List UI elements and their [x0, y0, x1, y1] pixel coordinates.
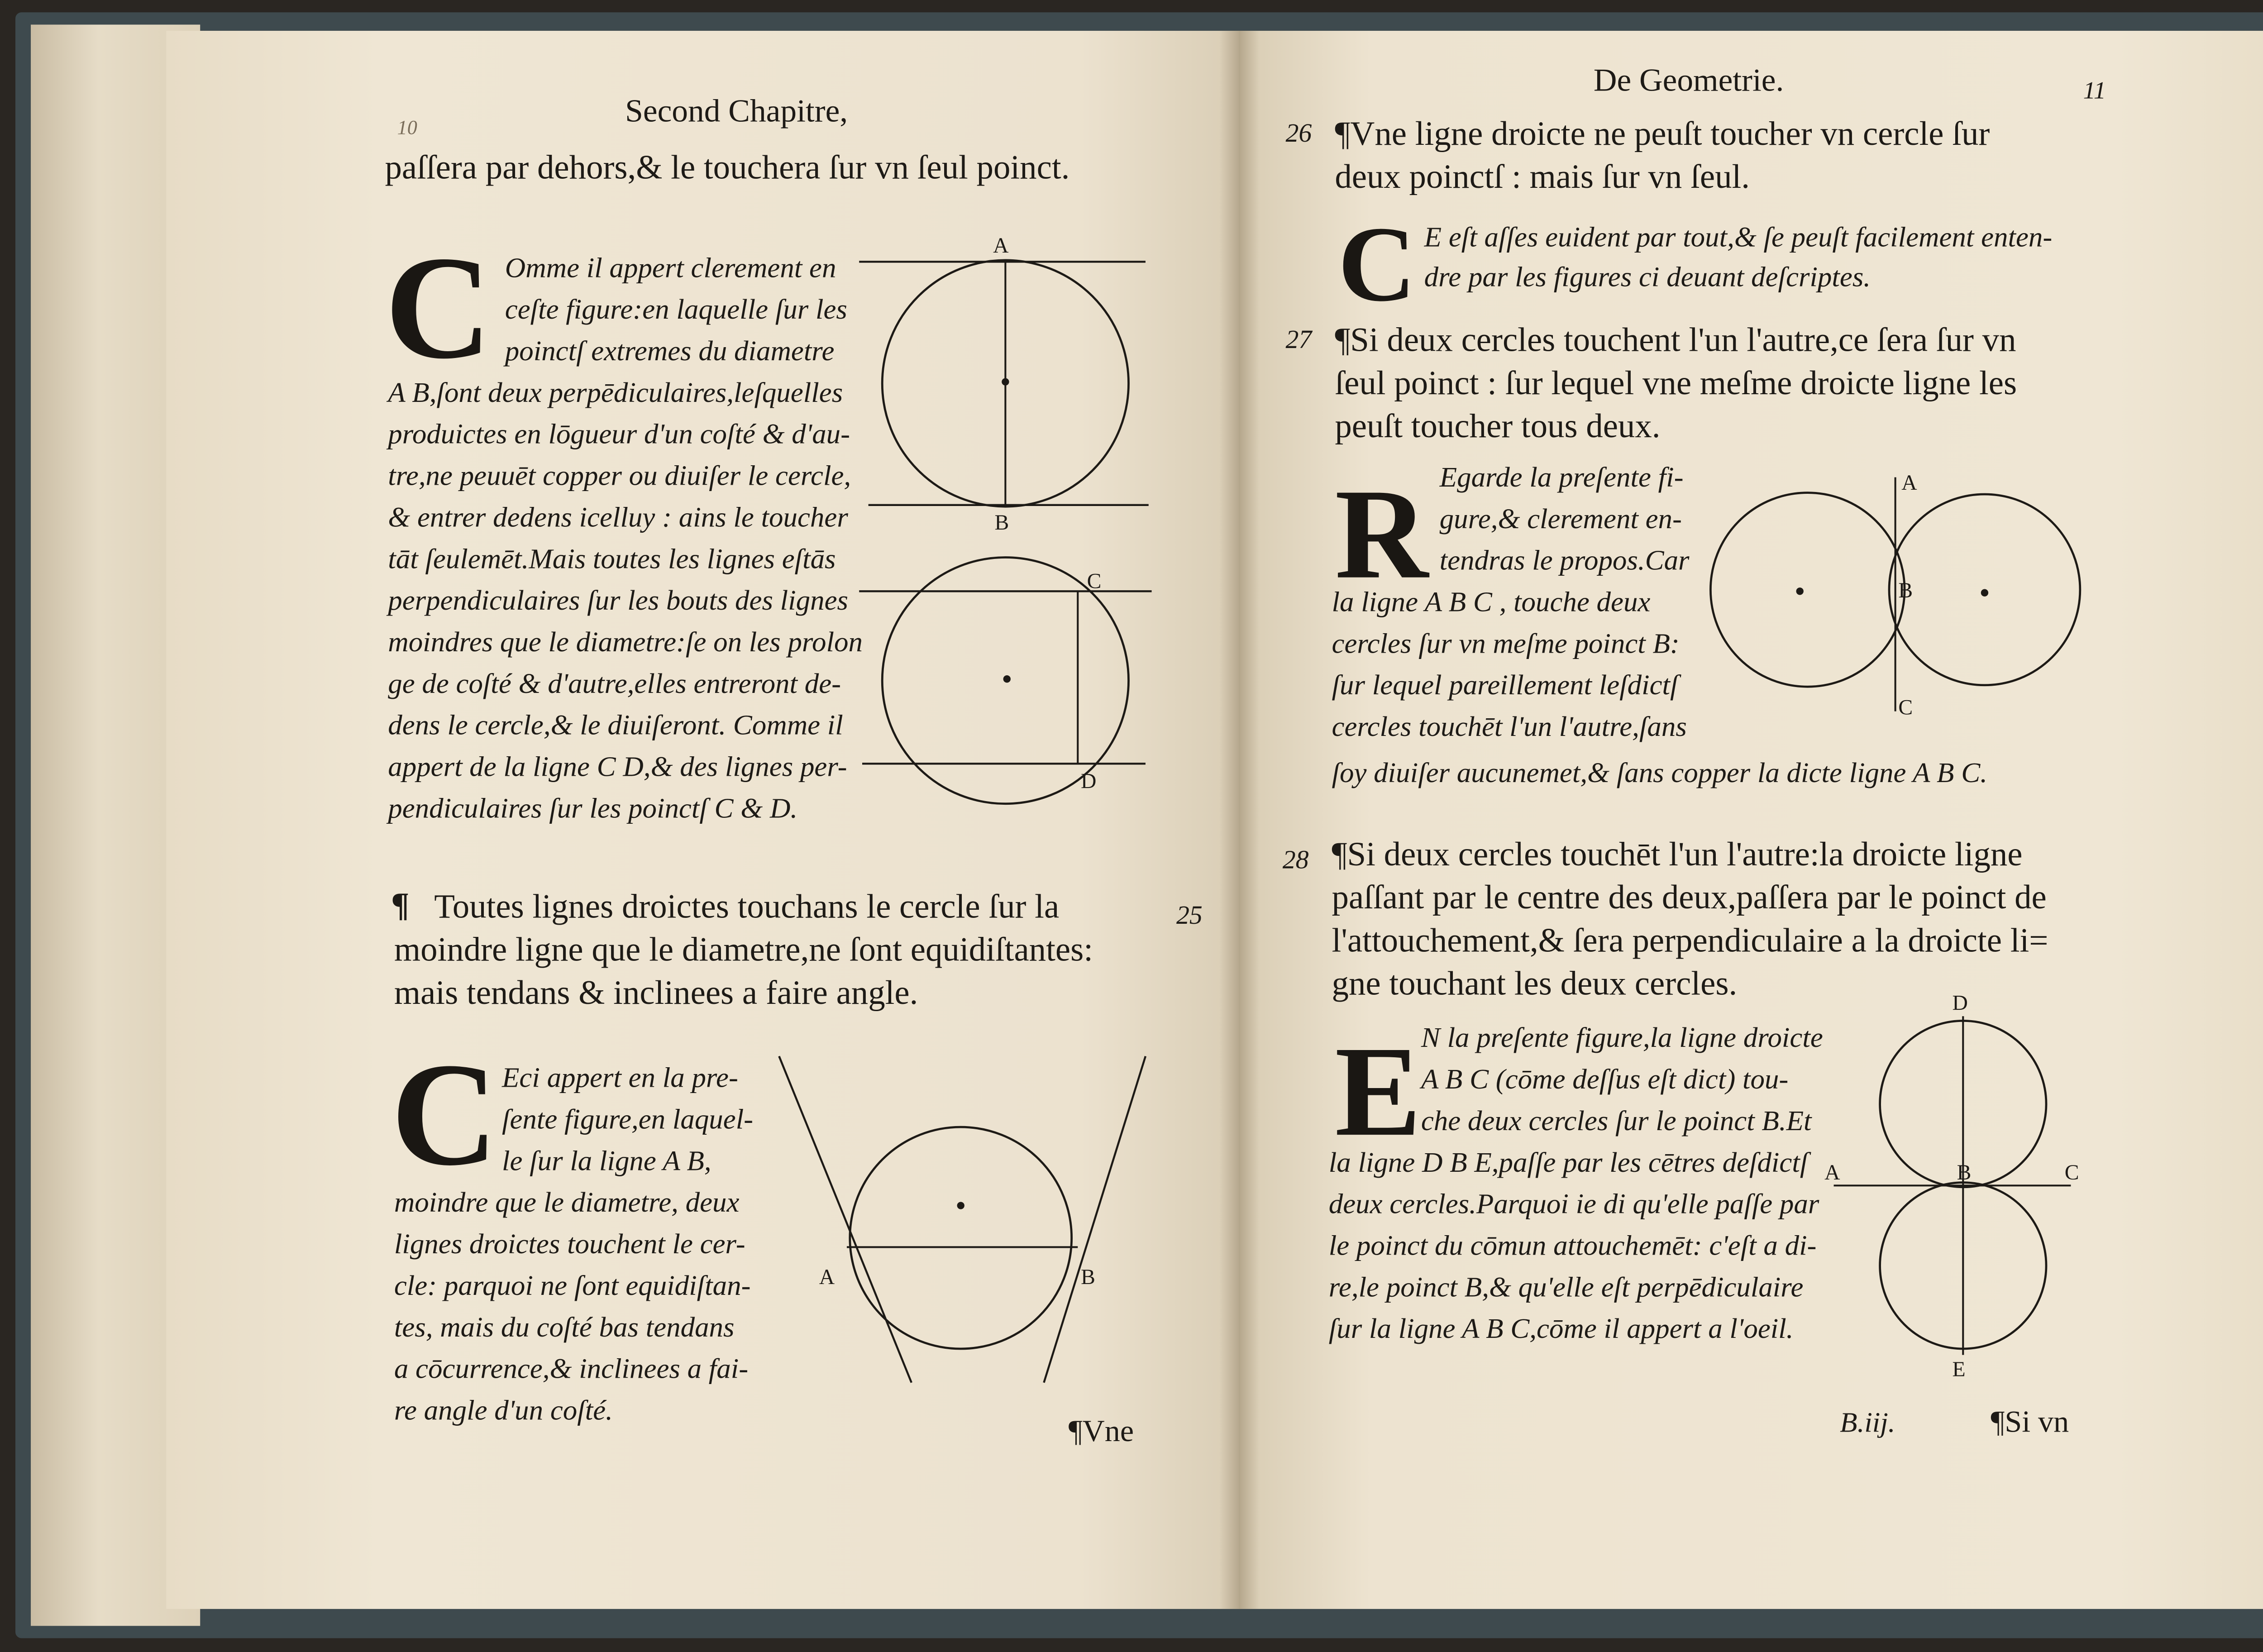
drop-capital: C: [391, 1031, 498, 1197]
drop-capital: E: [1335, 1021, 1421, 1164]
text-line: le poinct du cōmun attouchemēt: c'eſt a di-: [1328, 1232, 1817, 1263]
text-line: A B C (cōme deſſus eſt dict) tou-: [1421, 1065, 1789, 1097]
point-label-c: C: [1898, 696, 1913, 720]
proposition-line: deux poinctſ : mais ſur vn ſeul.: [1335, 157, 1750, 196]
point-label-d: D: [1081, 769, 1097, 793]
point-label-a: A: [1824, 1160, 1840, 1184]
proposition-line: l'attouchement,& ſera perpendiculaire a la droicte li=: [1332, 921, 2048, 960]
book-gutter: [1219, 31, 1259, 1609]
text-line: produictes en lōgueur d'un coſté & d'au-: [388, 420, 850, 451]
text-line: a cōcurrence,& inclinees a fai-: [394, 1355, 749, 1386]
text-line: appert de la ligne C D,& des lignes per-: [388, 753, 847, 784]
running-head: Second Chapitre,: [625, 92, 848, 129]
proposition-line: mais tendans & inclinees a faire angle.: [394, 973, 918, 1012]
proposition-line: peuſt toucher tous deux.: [1335, 406, 1661, 445]
text-line: cercles touchēt l'un l'autre,ſans: [1332, 713, 1687, 744]
left-page: [166, 31, 1239, 1609]
text-line: poinctſ extremes du diametre: [505, 337, 835, 368]
point-label-b: B: [1957, 1160, 1972, 1184]
running-head: De Geometrie.: [1593, 62, 1784, 99]
text-line: Egarde la preſente fi-: [1439, 463, 1684, 494]
converging-tangents-figure: [773, 1050, 1173, 1419]
point-label-a: A: [1901, 471, 1917, 495]
proposition-line: Toutes lignes droictes touchans le cercle ſur la: [434, 887, 1060, 926]
page-number: 10: [397, 115, 417, 139]
continuation-line: paſſera par dehors,& le touchera ſur vn ſeul poinct.: [385, 148, 1070, 186]
point-label-b: B: [994, 511, 1009, 535]
drop-capital: R: [1335, 463, 1428, 607]
text-line: ſente figure,en laquel-: [501, 1105, 754, 1136]
right-page: [1239, 31, 2263, 1609]
text-line: re,le poinct B,& qu'elle eſt perpēdiculaire: [1328, 1273, 1804, 1304]
point-label-e: E: [1952, 1358, 1966, 1382]
text-line: Eci appert en la pre-: [501, 1064, 739, 1095]
text-line: ceſte figure:en laquelle ſur les: [505, 296, 847, 327]
proposition-line: gne touchant les deux cercles.: [1332, 964, 1738, 1003]
text-line: dre par les figures ci deuant deſcriptes.: [1424, 263, 1871, 294]
text-line: tāt ſeulemēt.Mais toutes les lignes eſtās: [388, 545, 836, 576]
text-line: moindre que le diametre, deux: [394, 1189, 740, 1220]
point-label-a: A: [993, 234, 1009, 258]
text-line: tendras le propos.Car: [1439, 546, 1690, 578]
text-line: N la preſente figure,la ligne droicte: [1421, 1024, 1823, 1055]
text-line: moindres que le diametre:ſe on les prolon: [388, 628, 863, 659]
point-label-a: A: [819, 1265, 835, 1289]
pilcrow: ¶: [391, 885, 410, 924]
stacked-circles-figure: [1824, 991, 2094, 1382]
text-line: ſoy diuiſer aucunemet,& ſans copper la dicte ligne A B C.: [1332, 759, 1987, 790]
point-label-c: C: [2064, 1160, 2079, 1184]
tangent-circle-figure: [859, 228, 1167, 566]
text-line: cercles ſur vn meſme poinct B:: [1332, 630, 1680, 661]
proposition-line: ¶Si deux cercles touchent l'un l'autre,ce ſera ſur vn: [1335, 320, 2016, 359]
text-line: deux cercles.Parquoi ie di qu'elle paſſe par: [1328, 1190, 1819, 1221]
text-line: perpendiculaires ſur les bouts des lignes: [388, 587, 849, 618]
text-line: E eſt aſſes euident par tout,& ſe peuſt facilement enten-: [1424, 223, 2053, 254]
point-label-b: B: [1081, 1265, 1095, 1289]
text-line: la ligne A B C , touche deux: [1332, 588, 1651, 619]
point-label-d: D: [1952, 991, 1968, 1015]
proposition-line: ¶Vne ligne droicte ne peuſt toucher vn cercle ſur: [1335, 114, 1990, 153]
text-line: gure,& clerement en-: [1439, 505, 1682, 536]
proposition-line: ſeul poinct : ſur lequel vne meſme droicte ligne les: [1335, 363, 2017, 402]
catchword: ¶Vne: [1068, 1415, 1134, 1449]
proposition-number: 25: [1176, 901, 1203, 930]
signature-mark: B.iij.: [1840, 1408, 1895, 1440]
text-line: & entrer dedens icelluy : ains le toucher: [388, 503, 848, 535]
proposition-number: 28: [1282, 845, 1309, 875]
text-line: tre,ne peuuēt copper ou diuiſer le cercle,: [388, 462, 851, 493]
proposition-number: 27: [1285, 325, 1312, 354]
text-line: ſur lequel pareillement leſdictſ: [1332, 671, 1678, 702]
text-line: pendiculaires ſur les poinctſ C & D.: [388, 794, 798, 826]
proposition-line: paſſant par le centre des deux,paſſera par le poinct de: [1332, 878, 2047, 917]
text-line: che deux cercles ſur le poinct B.Et: [1421, 1107, 1812, 1138]
page-number: 11: [2083, 78, 2106, 105]
proposition-line: ¶Si deux cercles touchēt l'un l'autre:la droicte ligne: [1332, 834, 2023, 873]
text-line: tes, mais du coſté bas tendans: [394, 1313, 735, 1344]
drop-capital: C: [385, 224, 492, 390]
text-line: le ſur la ligne A B,: [501, 1147, 711, 1178]
proposition-number: 26: [1285, 118, 1312, 148]
drop-capital: C: [1338, 206, 1416, 325]
point-label-c: C: [1087, 569, 1102, 593]
text-line: dens le cercle,& le diuiſeront. Comme il: [388, 711, 843, 742]
text-line: ge de coſté & d'autre,elles entreront de-: [388, 669, 841, 701]
point-label-b: B: [1898, 578, 1913, 602]
proposition-line: moindre ligne que le diametre,ne ſont equidiſtantes:: [394, 930, 1093, 969]
text-line: ſur la ligne A B C,cōme il appert a l'oeil.: [1328, 1315, 1794, 1346]
catchword: ¶Si vn: [1991, 1405, 2069, 1440]
chord-circle-figure: [859, 570, 1167, 847]
text-line: Omme il appert clerement en: [505, 254, 836, 285]
text-line: la ligne D B E,paſſe par les cētres deſdictſ: [1328, 1148, 1808, 1179]
touching-circles-figure: [1701, 468, 2086, 730]
text-line: re angle d'un coſté.: [394, 1396, 613, 1428]
text-line: cle: parquoi ne ſont equidiſtan-: [394, 1271, 751, 1303]
text-line: A B,ſont deux perpēdiculaires,leſquelles: [388, 378, 843, 410]
text-line: lignes droictes touchent le cer-: [394, 1230, 745, 1261]
